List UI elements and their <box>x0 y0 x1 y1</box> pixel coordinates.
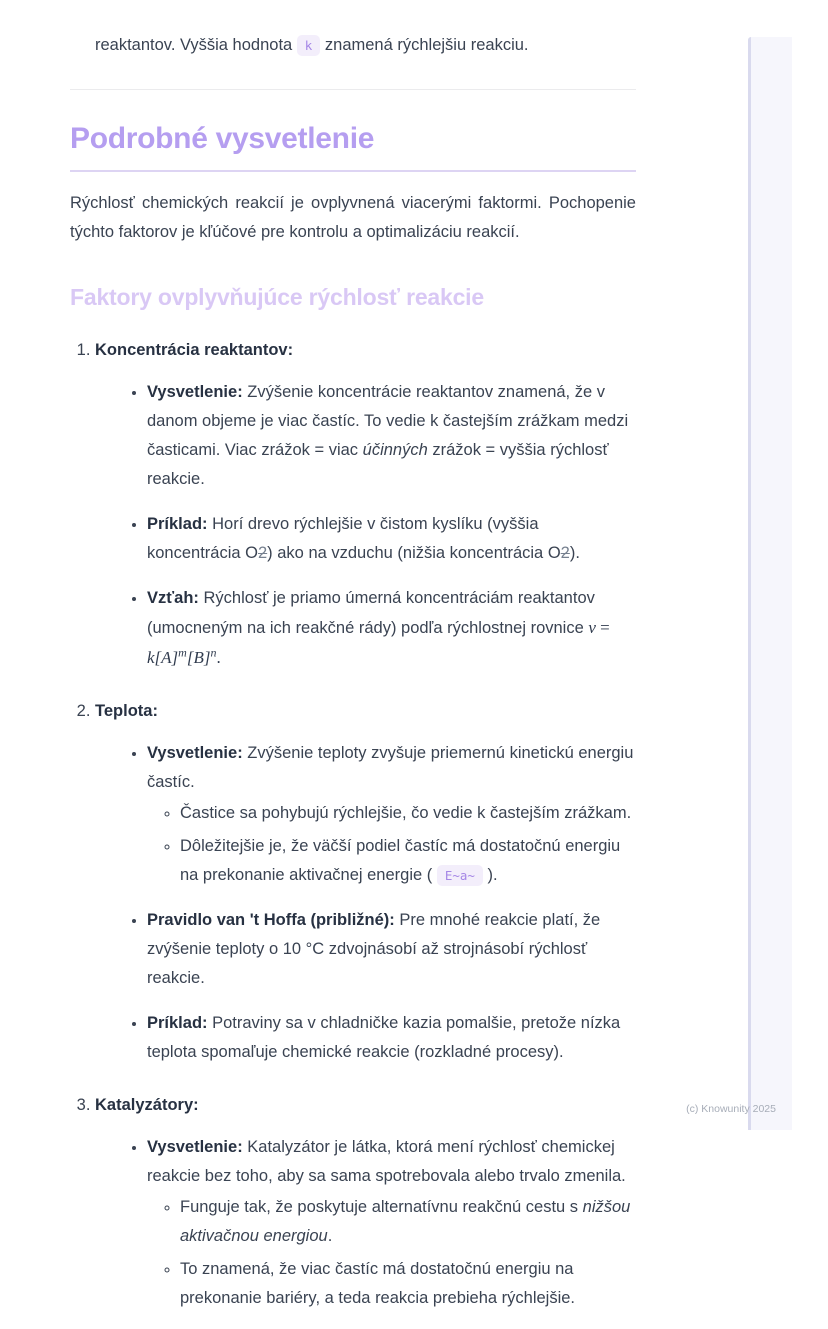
numbered-item-title: Koncentrácia reaktantov: <box>95 341 294 359</box>
text-segment: Vysvetlenie: <box>147 383 243 401</box>
bullet-list <box>95 378 636 673</box>
text-segment: Zvýšenie koncentrácie reaktantov znamená, že v danom objeme je viac častíc. To vedie k častejším zrážkam medzi časticami. Viac zrážok = viac <box>147 383 629 459</box>
bullet-item <box>147 584 636 673</box>
intro-line <box>70 31 636 60</box>
subsection-heading: Faktory ovplyvňujúce rýchlosť reakcie <box>70 284 484 310</box>
text-segment: v <box>588 618 596 637</box>
text-segment: ) ako na vzduchu (nižšia koncentrácia O <box>267 544 561 562</box>
text-segment: m <box>178 645 187 660</box>
text-segment: ). <box>482 866 498 884</box>
text-segment: Zvýšenie teploty zvyšuje priemernú kinetickú energiu častíc. <box>147 744 634 791</box>
numbered-item <box>95 697 636 1067</box>
text-segment: zrážok = vyššia rýchlosť reakcie. <box>147 441 609 488</box>
text-segment: Príklad: <box>147 515 208 533</box>
text-segment: 2 <box>560 544 570 562</box>
text-segment: Katalyzátor je látka, ktorá mení rýchlosť chemickej reakcie bez toho, aby sa sama spotrebovala alebo trvalo zmenila. <box>147 1138 626 1185</box>
sub-bullet-list <box>147 799 636 890</box>
text-segment: Rýchlosť je priamo úmerná koncentráciám reaktantov (umocneným na ich reakčné rády) podľa rýchlostnej rovnice <box>147 589 595 637</box>
next-page-edge[interactable] <box>748 37 792 1130</box>
section-heading: Podrobné vysvetlenie <box>70 122 375 155</box>
text-segment: Vysvetlenie: <box>147 744 243 762</box>
inline-code: k <box>297 35 321 56</box>
bullet-item <box>147 510 636 568</box>
text-segment: znamená rýchlejšiu reakciu. <box>320 36 529 54</box>
intro-paragraph: Rýchlosť chemických reakcií je ovplyvnená viacerými faktormi. Pochopenie týchto faktorov je kľúčové pre kontrolu a optimalizáciu reakcií. <box>70 194 636 241</box>
text-segment: Príklad: <box>147 1014 208 1032</box>
text-segment: nižšou aktivačnou energiou <box>180 1198 631 1245</box>
text-segment: 2 <box>257 544 268 562</box>
text-segment: Dôležitejšie je, že väčší podiel častíc má dostatočnú energiu na prekonanie aktivačnej energie ( <box>180 837 621 884</box>
text-segment: To znamená, že viac častíc má dostatočnú energiu na prekonanie bariéry, a teda reakcia prebieha rýchlejšie. <box>180 1260 576 1307</box>
sub-bullet-item <box>180 799 636 828</box>
bullet-list <box>95 1133 636 1313</box>
text-segment: Potraviny sa v chladničke kazia pomalšie, pretože nízka teplota spomaľuje chemické reakcie (rozkladné procesy). <box>147 1014 621 1061</box>
factors-list <box>70 336 636 1313</box>
sub-bullet-item <box>180 1255 636 1313</box>
text-segment: = <box>595 618 610 637</box>
sub-bullet-item <box>180 832 636 890</box>
numbered-item-title: Teplota: <box>95 702 158 720</box>
bullet-item <box>147 1009 636 1067</box>
text-segment: Horí drevo rýchlejšie v čistom kyslíku (vyššia koncentrácia O <box>147 515 539 562</box>
numbered-item-title: Katalyzátory: <box>95 1096 199 1114</box>
numbered-item <box>95 1091 636 1313</box>
text-segment: ). <box>569 544 580 562</box>
text-segment: . <box>327 1227 333 1245</box>
bullet-item <box>147 739 636 890</box>
bullet-item <box>147 1133 636 1313</box>
section-divider <box>70 89 636 90</box>
sub-bullet-item <box>180 1193 636 1251</box>
text-segment: . <box>216 648 221 667</box>
bullet-list <box>95 739 636 1067</box>
bullet-item <box>147 378 636 494</box>
text-segment: Pre mnohé reakcie platí, že zvýšenie teploty o 10 °C zdvojnásobí až strojnásobí rýchlosť reakcie. <box>147 911 601 987</box>
heading-underline <box>70 170 636 172</box>
text-segment: k[A] <box>147 648 179 667</box>
text-segment: Vzťah: <box>147 589 199 607</box>
document-content <box>70 0 636 1329</box>
text-segment: účinných <box>362 441 428 459</box>
text-segment: n <box>210 645 217 660</box>
text-segment: reaktantov. Vyššia hodnota <box>95 36 297 54</box>
numbered-item <box>95 336 636 673</box>
text-segment: Častice sa pohybujú rýchlejšie, čo vedie k častejším zrážkam. <box>180 804 632 822</box>
inline-code: E~a~ <box>437 865 483 886</box>
text-segment: Funguje tak, že poskytuje alternatívnu reakčnú cestu s <box>180 1198 583 1216</box>
sub-bullet-list <box>147 1193 636 1313</box>
watermark-credit: (c) Knowunity 2025 <box>686 1103 776 1115</box>
text-segment: Pravidlo van 't Hoffa (približné): <box>147 911 395 929</box>
bullet-item <box>147 906 636 993</box>
text-segment: Vysvetlenie: <box>147 1138 243 1156</box>
text-segment: [B] <box>186 648 211 667</box>
